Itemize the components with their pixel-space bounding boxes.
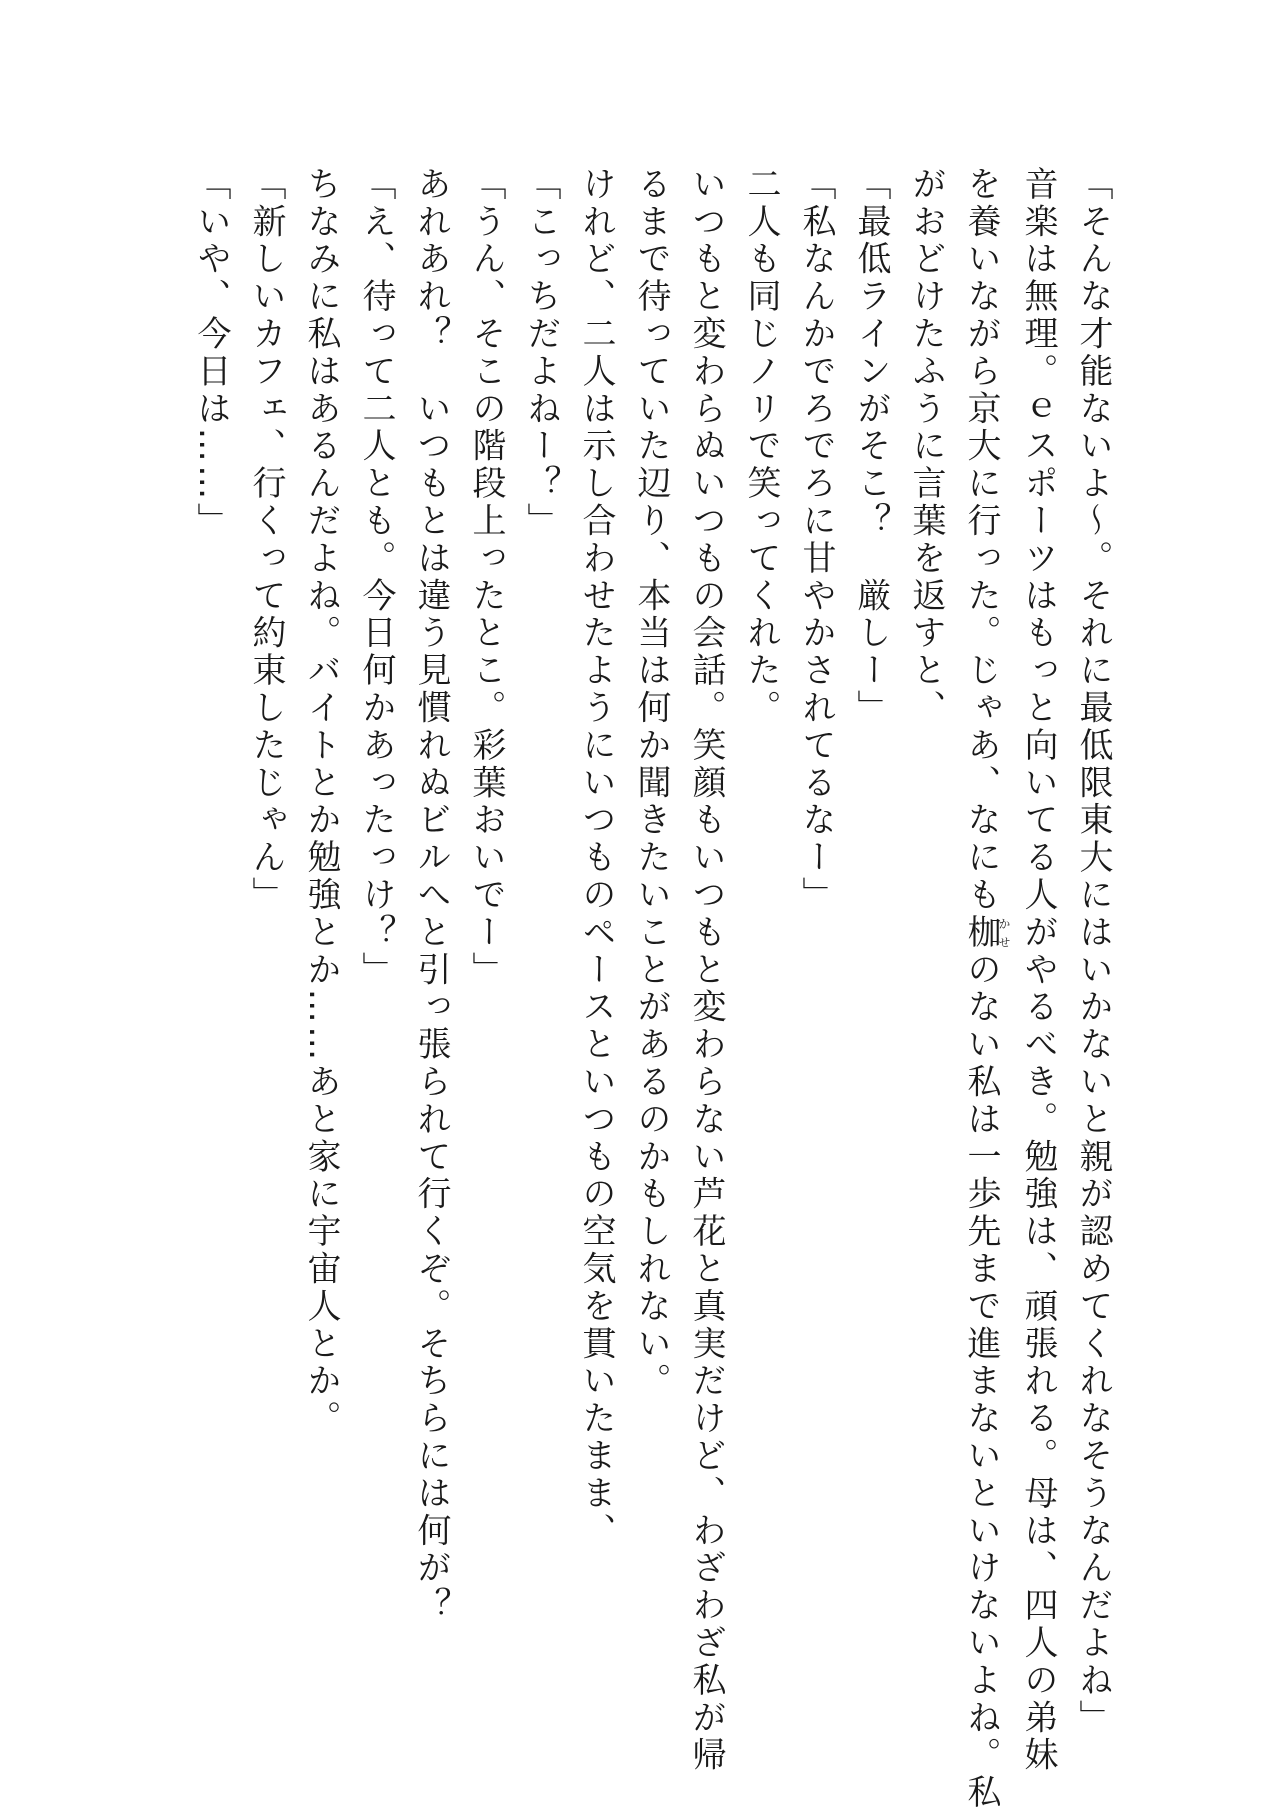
text-line-9: るまで待っていた辺り、本当は何か聞きたいことがあるのかもしれない。: [631, 166, 671, 1401]
text-line-8: いつもと変わらぬいつもの会話。笑顔もいつもと変わらない芦花と真実だけど、わざわざ私が帰: [686, 166, 726, 1775]
text-line-4: がおどけたふうに言葉を返すと、: [906, 166, 946, 727]
text-line-12: 「うん、そこの階段上ったとこ。彩葉おいでー」: [466, 166, 506, 989]
text-line-14: 「え、待って二人とも。今日何かあったっけ？」: [356, 166, 396, 989]
text-line-7: 二人も同じノリで笑ってくれた。: [741, 166, 781, 727]
text-line-10: けれど、二人は示し合わせたようにいつものペースといつもの空気を貫いたまま、: [576, 166, 616, 1550]
text-line-1: 「そんな才能ないよ～。それに最低限東大にはいかないと親が認めてくれなそうなんだよね」: [1073, 166, 1113, 1737]
ruby-reading: かせ: [997, 914, 1011, 952]
text-line-3-part-1: を養いながら京大に行った。じゃあ、なにも: [961, 166, 1001, 914]
text-line-17: 「いや、今日は……」: [191, 166, 231, 540]
text-line-11: 「こっちだよねー？」: [521, 166, 561, 540]
text-line-15: ちなみに私はあるんだよね。バイトとか勉強とか……あと家に宇宙人とか。: [301, 166, 341, 1438]
text-line-3-part-2: のない私は一歩先まで進まないといけないよね。私: [961, 951, 1001, 1812]
ruby-base: 枷: [961, 914, 1001, 952]
text-line-2: 音楽は無理。ｅスポーツはもっと向いてる人がやるべき。勉強は、頑張れる。母は、四人の弟妹: [1018, 166, 1058, 1775]
ruby-word: [961, 914, 1011, 952]
text-line-13: あれあれ？ いつもとは違う見慣れぬビルへと引っ張られて行くぞ。そちらには何が？: [411, 166, 451, 1625]
text-line-5: 「最低ラインがそこ？ 厳しー」: [851, 166, 891, 727]
text-line-16: 「新しいカフェ、行くって約束したじゃん」: [246, 166, 286, 914]
text-line-6: 「私なんかでろでろに甘やかされてるなー」: [796, 166, 836, 914]
vertical-text-body: [183, 166, 1120, 1812]
text-line-3: [953, 166, 1011, 1812]
